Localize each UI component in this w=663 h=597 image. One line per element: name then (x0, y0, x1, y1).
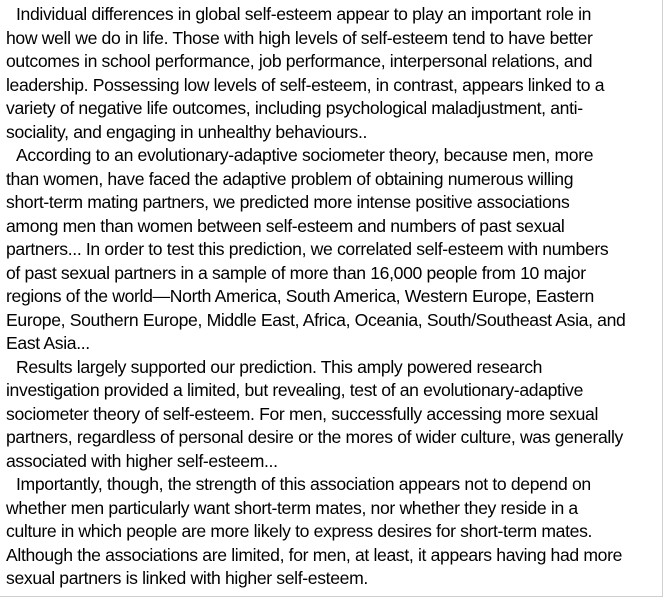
paragraph-2-line-1: According to an evolutionary-adaptive sociometer theory, because men, more (16, 145, 594, 165)
paragraph-2-line-6: of past sexual partners in a sample of more than 16,000 people from 10 major (6, 262, 586, 283)
paragraph-4-line-5: sexual partners is linked with higher self-esteem. (6, 568, 368, 588)
paragraph-3-line-2: investigation provided a limited, but revealing, test of an evolutionary-adaptive (6, 380, 584, 400)
paragraph-1-line-3: outcomes in school performance, job performance, interpersonal relations, and (6, 51, 593, 71)
paragraph-2-line-8: Europe, Southern Europe, Middle East, Africa, Oceania, South/Southeast Asia, and (6, 309, 626, 330)
paragraph-1-line-6: sociality, and engaging in unhealthy behaviours.. (6, 121, 368, 142)
paragraph-2-line-5: partners... In order to test this prediction, we correlated self-esteem with numbers (6, 239, 609, 259)
paragraph-4-line-1: Importantly, though, the strength of this association appears not to depend on (16, 474, 591, 494)
paragraph-1-line-5: variety of negative life outcomes, including psychological maladjustment, anti- (6, 98, 583, 118)
paragraph-3-line-3: sociometer theory of self-esteem. For men, successfully accessing more sexual (6, 403, 599, 424)
document-text (6, 3, 656, 591)
paragraph-2-line-9: East Asia... (6, 333, 90, 353)
paragraph-2-line-4: among men than women between self-esteem and numbers of past sexual (6, 215, 565, 236)
paragraph-4-line-2: whether men particularly want short-term mates, nor whether they reside in a (6, 497, 578, 518)
paragraph-4-line-4: Although the associations are limited, for men, at least, it appears having had more (6, 544, 623, 565)
paragraph-1-line-4: leadership. Possessing low levels of self-esteem, in contrast, appears linked to a (6, 74, 605, 95)
paragraph-3-line-4: partners, regardless of personal desire or the mores of wider culture, was generally (6, 427, 623, 447)
paragraph-2-line-2: than women, have faced the adaptive problem of obtaining numerous willing (6, 168, 574, 189)
paragraph-1-line-2: how well we do in life. Those with high levels of self-esteem tend to have better (6, 27, 593, 48)
paragraph-3-line-1: Results largely supported our prediction. This amply powered research (16, 356, 543, 377)
paragraph-1-line-1: Individual differences in global self-esteem appear to play an important role in (16, 4, 592, 24)
paragraph-2-line-7: regions of the world—North America, South America, Western Europe, Eastern (6, 286, 594, 306)
paragraph-4-line-3: culture in which people are more likely to express desires for short-term mates. (6, 521, 593, 541)
paragraph-3-line-5: associated with higher self-esteem... (6, 450, 278, 471)
paragraph-2-line-3: short-term mating partners, we predicted more intense positive associations (6, 192, 570, 212)
